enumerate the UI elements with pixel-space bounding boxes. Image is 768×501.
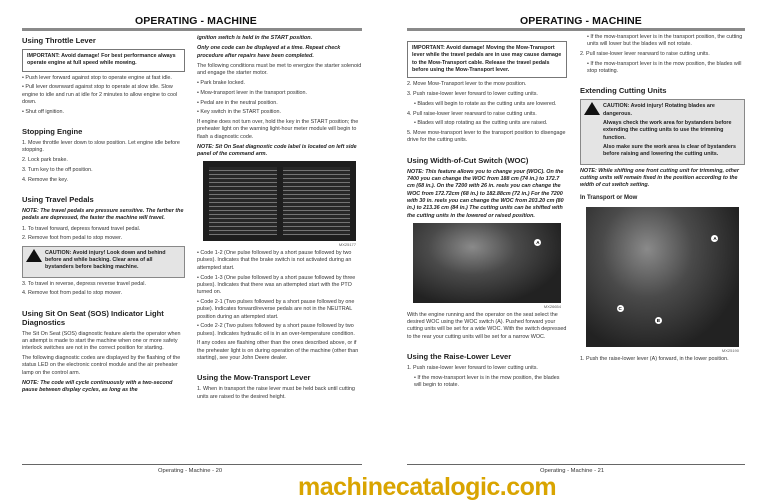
- note-text: NOTE: Sit On Seat diagnostic code label is located on left side panel of the command arm.: [197, 143, 357, 157]
- sos-code-label-image: [203, 161, 356, 241]
- bullet-item: • Blades will stop rotating as the cutting units are raised.: [414, 120, 548, 127]
- paragraph: The following conditions must be met to energize the starter solenoid and engage the starter motor.: [197, 62, 362, 77]
- section-heading: Using Travel Pedals: [22, 195, 94, 205]
- figure-callout: B: [656, 317, 660, 323]
- paragraph: 3. To travel in reverse, depress reverse travel pedal.: [22, 280, 146, 287]
- figure-id: MX25190: [721, 348, 739, 354]
- paragraph: The following diagnostic codes are displayed by the flashing of the status LED on the electronic control module and the air preheater lamp on the control arm.: [22, 355, 181, 376]
- section-heading: Using Throttle Lever: [22, 36, 96, 45]
- header-rule: [407, 28, 745, 31]
- important-box: IMPORTANT: Avoid damage! For best performance always operate engine at full speed while mowing.: [22, 49, 185, 72]
- machine-photo: [586, 207, 739, 347]
- bullet-item: • If the mow-transport lever is in the mow position, the blades will stop rotating.: [587, 60, 742, 75]
- caution-text: Also make sure the work area is clear of bystanders before raising and lowering the cutting units.: [603, 143, 737, 158]
- paragraph: 3. Push raise-lower lever forward to lower cutting units.: [407, 90, 538, 97]
- caution-box: [22, 246, 185, 278]
- column: [580, 34, 745, 366]
- section-heading: Stopping Engine: [22, 127, 83, 137]
- paragraph: • Code 1-3 (One pulse followed by a short pause followed by three pulses). Indicates that there was an attempted start with the PTO turned on.: [197, 274, 356, 296]
- section-heading: Using Sit On Seat (SOS) Indicator Light Diagnostics: [22, 308, 164, 327]
- figure-id: MX25177: [338, 242, 356, 248]
- paragraph: If engine does not turn over, hold the key in the START position; the preheater light on the warning light-hour meter module will begin to flash a diagnostic code.: [197, 119, 359, 140]
- paragraph: • Park brake locked.: [197, 79, 246, 86]
- paragraph: • Push lever forward against stop to operate engine at fast idle.: [22, 74, 172, 81]
- caution-text: Always check the work area for bystanders before extending the cutting units to use the trimming function.: [603, 120, 732, 141]
- paragraph: With the engine running and the operator on the seat select the desired WOC using the WOC switch (A). Pushed forward your cutting units will be set for a wide WOC. With the switch depressed to the rear your cutting units will be set for a narrow WOC.: [407, 311, 567, 340]
- note-text: Only one code can be displayed at a time. Repeat check procedure after repairs have been completed.: [197, 45, 341, 59]
- paragraph: 4. Remove foot from pedal to stop mower.: [22, 290, 123, 297]
- bullet-item: • If the mow-transport lever is in the transport position, the cutting units will lower but the blades will not rotate.: [587, 34, 743, 48]
- note-text: NOTE: While shifting one front cutting unit for trimming, other cutting units will remain fixed in the position according to the width of cut switch setting.: [580, 167, 740, 189]
- warning-triangle-icon: [26, 249, 42, 262]
- paragraph: 2. Pull raise-lower lever rearward to raise cutting units.: [580, 51, 710, 58]
- column: [22, 34, 185, 397]
- note-text: NOTE: The code will cycle continuously with a two-second pause between display cycles, as long as the: [22, 379, 173, 393]
- paragraph: 2. Remove foot from pedal to stop mower.: [22, 235, 123, 242]
- figure: [580, 207, 745, 353]
- section-heading: Using the Raise-Lower Lever: [407, 352, 512, 362]
- figure: [197, 161, 362, 247]
- paragraph: The Sit On Seat (SOS) diagnostic feature alerts the operator when an attempt is made to start the machine when one or more safety interlock switches are not in the correct position for starting.: [22, 330, 181, 352]
- paragraph: 1. Move throttle lever down to slow position. Let engine idle before stopping.: [22, 140, 180, 154]
- page-title: OPERATING - MACHINE: [135, 15, 257, 27]
- bullet-item: • Blades will begin to rotate as the cutting units are lowered.: [414, 100, 557, 107]
- caution-text: CAUTION: Avoid injury! Rotating blades are dangerous.: [603, 103, 715, 117]
- paragraph: 2. Lock park brake.: [22, 157, 68, 164]
- caution-box: [580, 99, 745, 164]
- paragraph: • Pull lever downward against stop to operate at slow idle. Slow engine to idle and run at idle for 2 minutes to allow engine to cool down.: [22, 84, 178, 105]
- paragraph: 4. Pull raise-lower lever rearward to raise cutting units.: [407, 110, 537, 117]
- caution-text: CAUTION: Avoid injury! Look down and behind before and while backing. Clear area of all bystanders before backing machine.: [45, 249, 166, 271]
- page-footer: Operating - Machine - 20: [158, 468, 223, 474]
- paragraph: 1. Push raise-lower lever forward to lower cutting units.: [407, 365, 538, 372]
- section-heading: In Transport or Mow: [580, 195, 638, 202]
- page-footer: Operating - Machine - 21: [540, 468, 605, 474]
- paragraph: • Pedal are in the neutral position.: [197, 99, 278, 106]
- paragraph: • Key switch in the START position.: [197, 109, 281, 116]
- paragraph: • Code 1-2 (One pulse followed by a short pause followed by two pulses). Indicates that the brake switch is not activated during an attempted start.: [197, 250, 352, 271]
- important-box: IMPORTANT: Avoid damage! Moving the Mow-Transport lever while the travel pedals are in use may cause damage to the Mow-Transport cable. Release the travel pedals before using the Mow-Transport lever.: [407, 41, 567, 78]
- paragraph: 5. Move mow-transport lever to the transport position to disengage drive for the cutting units.: [407, 130, 566, 144]
- footer-rule: [407, 464, 745, 465]
- note-text: NOTE: This feature allows you to change your (WOC). On the 7400 you can change the WOC from 188 cm (74 in.) to 172.7 cm (68 in.). On the 7200 with 26 in. reels you can change the WOC from 172.72cm (68 in.) to 182.88cm (72 in.) For the 7200 with 30 in. reels you can change the WOC from 203.20 cm (80 in.) to 213.36 cm (84 in.) The cutting units can be shifted with the cutting units in the lowered or raised position.: [407, 168, 564, 219]
- paragraph: 2. Move Mow-Transport lever to the mow position.: [407, 81, 527, 88]
- paragraph: • Code 2-1 (Two pulses followed by a short pause followed by one pulse). Indicates forward/reverse pedals are not in the NEUTRAL position during an attempted start.: [197, 298, 355, 320]
- paragraph: 1. To travel forward, depress forward travel pedal.: [22, 225, 141, 232]
- column: [407, 38, 567, 392]
- paragraph: 1. When in transport the raise lever must be held back until cutting units are raised to the desired height.: [197, 386, 355, 400]
- figure-callout: C: [618, 306, 622, 312]
- section-heading: Using Width-of-Cut Switch (WOC): [407, 155, 529, 165]
- figure: [407, 223, 567, 309]
- paragraph: 3. Turn key to the off position.: [22, 166, 93, 173]
- paragraph: If any codes are flashing other than the ones described above, or if the preheater light is on during operation of the machine (other than starting), see your John Deere dealer.: [197, 340, 359, 362]
- figure-callout: A: [536, 239, 540, 245]
- column: [197, 34, 362, 403]
- figure-id: MX26654: [543, 303, 561, 309]
- figure-callout: A: [713, 236, 717, 242]
- watermark: machinecatalogic.com: [298, 473, 557, 501]
- note-text: ignition switch is held in the START position.: [197, 35, 313, 41]
- bullet-item: • If the mow-transport lever is in the mow position, the blades will begin to rotate.: [414, 374, 560, 389]
- paragraph: • Code 2-2 (Two pulses followed by a short pause followed by two pulses). Indicates hydraulic oil is in an over-temperature condition.: [197, 323, 355, 337]
- page-title: OPERATING - MACHINE: [520, 15, 642, 27]
- paragraph: • Mow-transport lever in the transport position.: [197, 89, 308, 96]
- paragraph: 1. Push the raise-lower lever (A) forward, in the lower position.: [580, 356, 729, 363]
- note-text: NOTE: The travel pedals are pressure sensitive. The farther the pedals are depressed, the faster the machine will travel.: [22, 208, 184, 222]
- section-heading: Using the Mow-Transport Lever: [197, 373, 311, 383]
- machine-photo: [413, 223, 561, 303]
- header-rule: [22, 28, 362, 31]
- paragraph: • Shut off ignition.: [22, 108, 64, 115]
- footer-rule: [22, 464, 362, 465]
- paragraph: 4. Remove the key.: [22, 176, 69, 183]
- warning-triangle-icon: [584, 102, 600, 115]
- section-heading: Extending Cutting Units: [580, 86, 667, 96]
